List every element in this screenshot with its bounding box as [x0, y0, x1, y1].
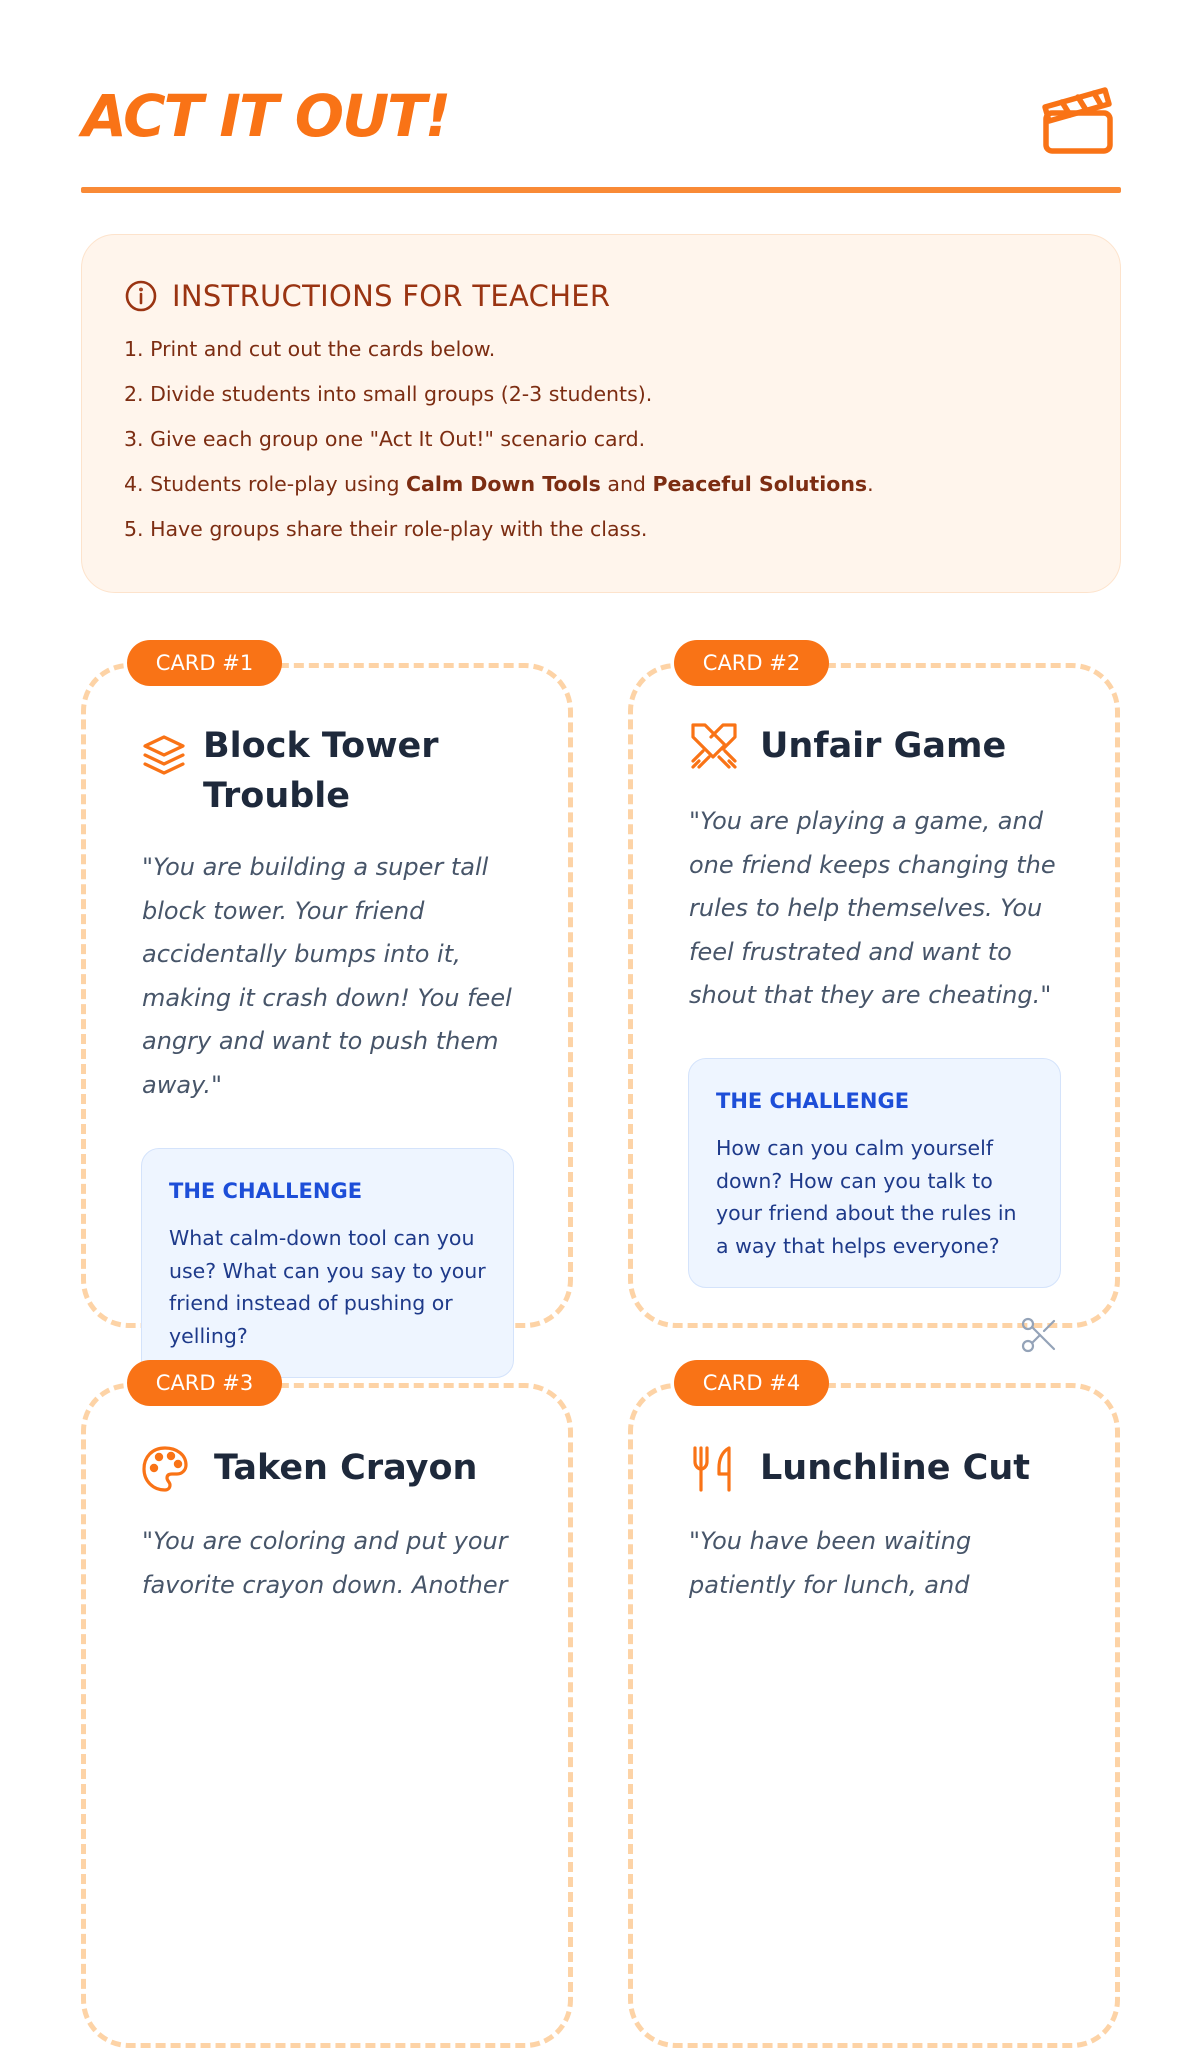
- instructions-title: INSTRUCTIONS FOR TEACHER: [172, 279, 611, 313]
- card-badge: CARD #1: [127, 640, 282, 686]
- card-scenario: "You are coloring and put your favorite crayon down. Another: [142, 1527, 508, 1599]
- card-badge: CARD #4: [674, 1360, 829, 1406]
- crossed-swords-icon: [689, 721, 739, 771]
- teacher-instructions: [81, 234, 1121, 593]
- clapperboard-icon: [1040, 80, 1118, 158]
- instruction-step: 1. Print and cut out the cards below.: [124, 337, 496, 361]
- card-title: Taken Crayon: [214, 1448, 478, 1488]
- challenge-title: THE CHALLENGE: [716, 1089, 910, 1113]
- challenge-text: What calm-down tool can you use? What can you say to your friend instead of pushing or yelling?: [169, 1226, 486, 1348]
- instruction-step: 3. Give each group one "Act It Out!" scenario card.: [124, 427, 646, 451]
- peaceful-solutions-term: Peaceful Solutions: [652, 472, 868, 496]
- instruction-step: [124, 472, 874, 517]
- card-badge: CARD #2: [674, 640, 829, 686]
- page-title: ACT IT OUT!: [82, 82, 450, 150]
- card-title: Lunchline Cut: [760, 1448, 1030, 1488]
- layers-icon: [139, 731, 189, 781]
- card-title: Unfair Game: [760, 726, 1007, 766]
- step-text: 4. Students role-play using: [124, 472, 407, 496]
- step-text: and: [600, 472, 653, 496]
- header-divider: [81, 187, 1121, 193]
- palette-icon: [140, 1444, 190, 1494]
- card-scenario: "You are building a super tall block tower. Your friend accidentally bumps into it, making it crash down! You feel angry and want to push them away.": [142, 853, 512, 1099]
- instruction-step: 2. Divide students into small groups (2-3 students).: [124, 382, 653, 406]
- calm-down-tools-term: Calm Down Tools: [406, 472, 601, 496]
- card-scenario: "You have been waiting patiently for lunch, and: [689, 1527, 972, 1599]
- challenge-box: [141, 1148, 514, 1378]
- step-text: .: [867, 472, 874, 496]
- card-scenario: "You are playing a game, and one friend keeps changing the rules to help themselves. You feel frustrated and want to shout that they are cheating.": [689, 807, 1056, 1009]
- challenge-box: [688, 1058, 1061, 1288]
- challenge-title: THE CHALLENGE: [169, 1179, 363, 1203]
- challenge-text: How can you calm yourself down? How can you talk to your friend about the rules in a way that helps everyone?: [716, 1136, 1017, 1258]
- instructions-header: [124, 279, 610, 313]
- card-title: Block Tower Trouble: [203, 726, 439, 816]
- instructions-list: [124, 337, 874, 562]
- scissors-icon: [1020, 1316, 1058, 1354]
- card-badge: CARD #3: [127, 1360, 282, 1406]
- info-icon: [124, 279, 158, 313]
- instruction-step: 5. Have groups share their role-play with the class.: [124, 517, 648, 541]
- utensils-icon: [689, 1444, 739, 1494]
